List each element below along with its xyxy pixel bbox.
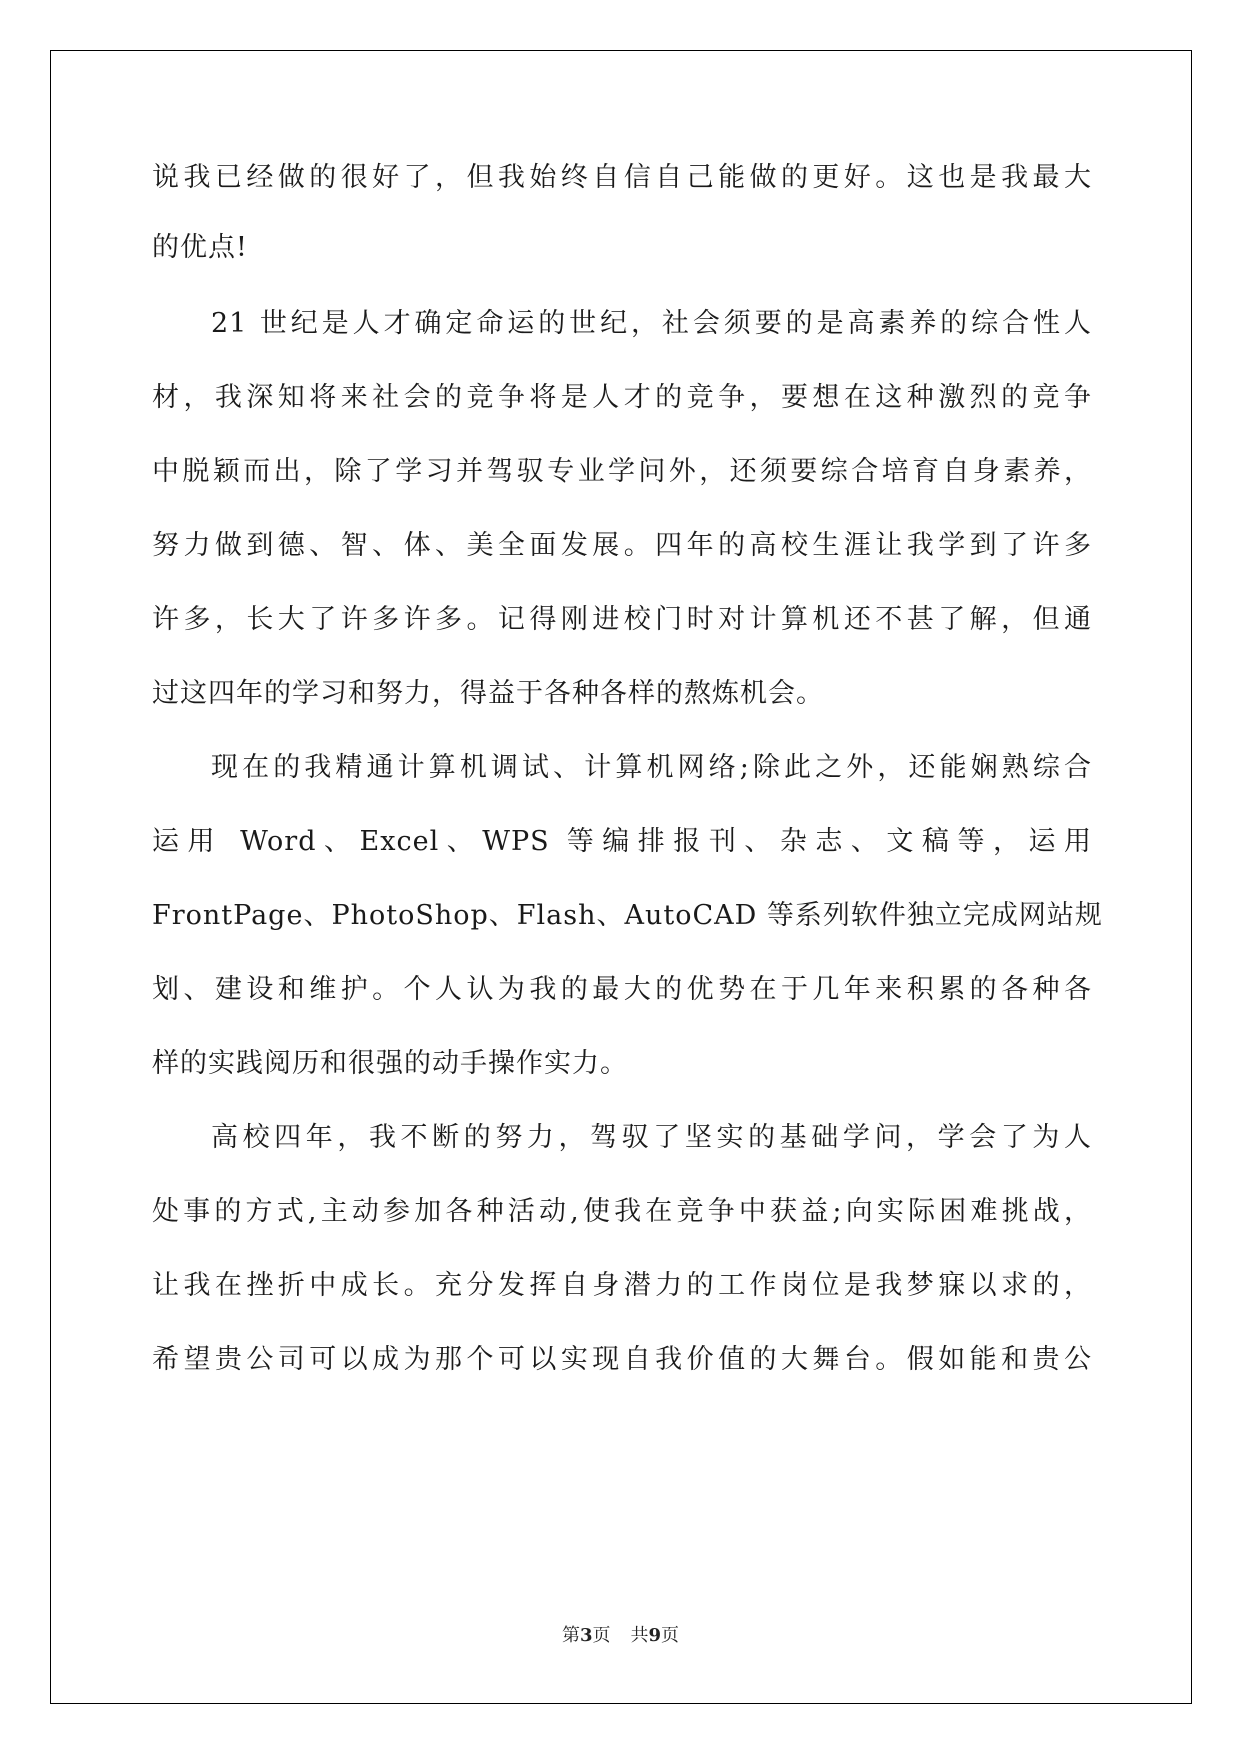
- total-prefix: 共: [630, 1625, 649, 1646]
- text-line: FrontPage、PhotoShop、Flash、AutoCAD 等系列软件独立完成网站规: [152, 900, 1103, 931]
- page-prefix: 第: [561, 1625, 580, 1646]
- text-line: 希望贵公司可以成为那个可以实现自我价值的大舞台。假如能和贵公: [152, 1344, 1092, 1375]
- text-line: 过这四年的学习和努力，得益于各种各样的熬炼机会。: [152, 678, 824, 709]
- paragraph-first-line: 21 世纪是人才确定命运的世纪，社会须要的是高素养的综合性人: [211, 308, 1092, 339]
- text-line: 划、建设和维护。个人认为我的最大的优势在于几年来积累的各种各: [152, 974, 1092, 1005]
- text-line: 处事的方式,主动参加各种活动,使我在竞争中获益;向实际困难挑战，: [152, 1196, 1092, 1227]
- page-border: [50, 50, 1192, 1704]
- text-line: 让我在挫折中成长。充分发挥自身潜力的工作岗位是我梦寐以求的，: [152, 1270, 1092, 1301]
- page-suffix: 页: [592, 1625, 611, 1646]
- text-line: 的优点!: [152, 232, 248, 263]
- text-line: 中脱颖而出，除了学习并驾驭专业学问外，还须要综合培育自身素养，: [152, 456, 1092, 487]
- text-line: 许多，长大了许多许多。记得刚进校门时对计算机还不甚了解，但通: [152, 604, 1092, 635]
- text-line: 样的实践阅历和很强的动手操作实力。: [152, 1048, 628, 1079]
- text-line: 说我已经做的很好了，但我始终自信自己能做的更好。这也是我最大: [152, 162, 1092, 193]
- page-footer: [0, 1624, 1241, 1648]
- paragraph-first-line: 现在的我精通计算机调试、计算机网络;除此之外，还能娴熟综合: [211, 752, 1092, 783]
- page-number-total: 9: [648, 1625, 662, 1646]
- total-suffix: 页: [661, 1625, 680, 1646]
- text-line: 努力做到德、智、体、美全面发展。四年的高校生涯让我学到了许多: [152, 530, 1092, 561]
- paragraph-first-line: 高校四年，我不断的努力，驾驭了坚实的基础学问，学会了为人: [211, 1122, 1092, 1153]
- page-number-current: 3: [579, 1625, 593, 1646]
- text-line: 材，我深知将来社会的竞争将是人才的竞争，要想在这种激烈的竞争: [152, 382, 1092, 413]
- text-line: 运用 Word、Excel、WPS 等编排报刊、杂志、文稿等，运用: [152, 826, 1092, 857]
